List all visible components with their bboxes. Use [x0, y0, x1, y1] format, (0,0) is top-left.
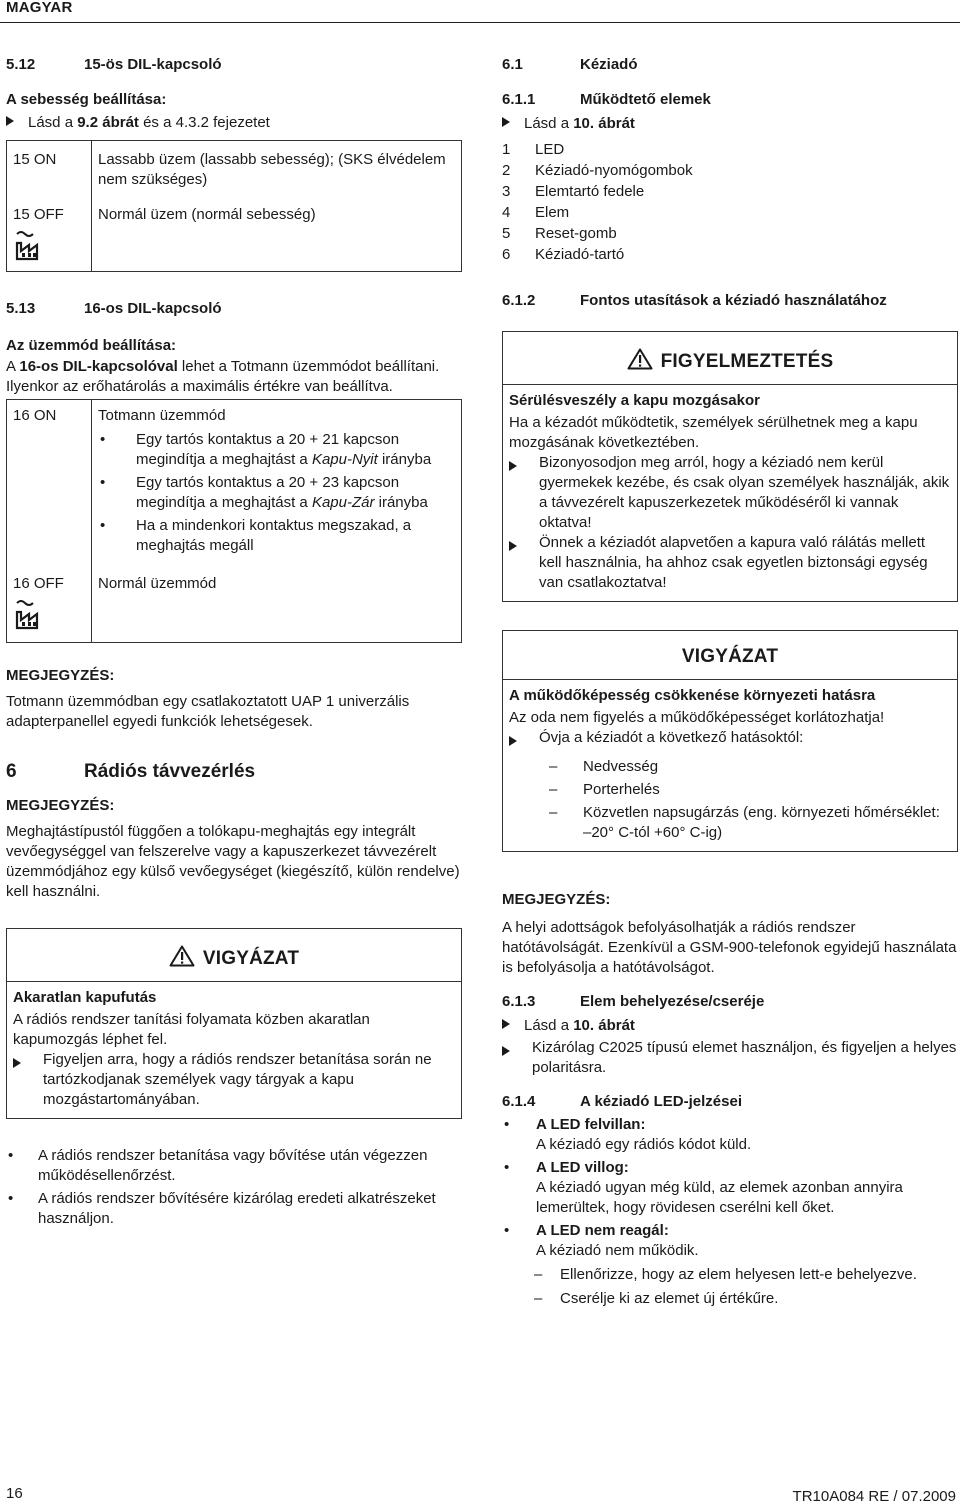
reference-line	[6, 113, 462, 133]
section-number: 5.13	[6, 300, 36, 317]
list-text: A rádiós rendszer bővítésére kizárólag eredeti alkatrészeket használjon.	[38, 1190, 436, 1227]
section-number: 6.1.2	[502, 292, 536, 309]
list-item: • A rádiós rendszer bővítésére kizárólag eredeti alkatrészeket használjon.	[6, 1189, 462, 1229]
warning-text: Ha a kézadót működtetik, személyek sérülhetnek meg a kapu mozgásának következtében.	[509, 414, 918, 451]
list-item	[502, 202, 958, 223]
instruction	[509, 728, 951, 753]
item-text: Elemtartó fedele	[535, 183, 645, 200]
text-bold: 16-os DIL-kapcsolóval	[19, 358, 178, 375]
reference-line	[502, 114, 958, 134]
arrow-icon	[509, 541, 517, 551]
list-item: • Egy tartós kontaktus a 20 + 23 kapcson megindítja a meghajtást a Kapu-Zár irányba	[100, 474, 428, 511]
instruction-text: Kizárólag C2025 típusú elemet használjon, és figyeljen a helyes polaritásra.	[532, 1039, 957, 1076]
factory-setting-icon	[13, 229, 45, 263]
caution-subheading: Akaratlan kapufutás	[13, 989, 157, 1006]
section-5-12-heading	[6, 55, 462, 75]
table-row	[7, 400, 462, 569]
instruction	[509, 453, 951, 533]
item-number: 5	[502, 225, 511, 242]
page-number: 16	[6, 1485, 23, 1502]
warning-title	[503, 332, 957, 385]
list-item: • A LED villog: A kéziadó ugyan még küld, az elemek azonban annyira lemerültek, hogy rövidesen cserélni kell őket.	[504, 1159, 903, 1216]
item-number: 3	[502, 183, 511, 200]
note-text: Meghajtástípustól függően a tolókapu-meghajtás egy integrált vevőegységgel van felszerelve vagy a kapuszerkezet távvezérelt üzemmódjához egy külső vevőegységet (kiegészítő, külön rendelve) kell használni.	[6, 823, 460, 900]
item-text: Kéziadó-tartó	[535, 246, 625, 263]
ref-text: Lásd a	[524, 1017, 574, 1034]
list-item	[502, 223, 958, 244]
list-item: – Ellenőrizze, hogy az elem helyesen lett-e behelyezve.	[534, 1266, 917, 1283]
section-6-heading	[6, 762, 462, 782]
section-6-1-2-heading	[502, 291, 958, 311]
ref-figure: 9.2 ábrát	[77, 114, 139, 131]
item-text: Elem	[535, 204, 570, 221]
list-item: – Porterhelés	[549, 781, 660, 798]
instruction-text: Óvja a kéziadót a következő hatásoktól:	[539, 729, 804, 746]
arrow-icon	[13, 1058, 21, 1068]
caution-subheading: A működőképesség csökkenése környezeti hatásra	[509, 687, 876, 704]
left-column	[6, 55, 462, 1229]
list-item: – Cserélje ki az elemet új értékűre.	[534, 1290, 779, 1307]
list-item	[502, 139, 958, 160]
item-number: 4	[502, 204, 511, 221]
section-number: 6	[6, 761, 17, 782]
warning-triangle-icon	[169, 945, 195, 967]
arrow-icon	[502, 117, 510, 127]
list-item	[502, 181, 958, 202]
caution-title-text: VIGYÁZAT	[202, 948, 300, 969]
right-column	[502, 55, 958, 1309]
list-text: Közvetlen napsugárzás (eng. környezeti hőmérséklet: –20° C-tól +60° C-ig)	[583, 804, 940, 841]
text: Ha a mindenkori kontaktus megszakad, a meghajtás megáll	[136, 517, 412, 554]
warning-subheading: Sérülésveszély a kapu mozgásakor	[509, 392, 760, 409]
dil-description: Lassabb üzem (lassabb sebesség); (SKS élvédelem nem szükséges)	[92, 141, 462, 197]
item-text: Kéziadó-nyomógombok	[535, 162, 693, 179]
led-state-label: A LED felvillan:	[536, 1116, 646, 1133]
item-text: LED	[535, 141, 565, 158]
instruction-text: Önnek a kéziadót alapvetően a kapura való rálátás mellett kell használnia, ha ahhoz csak egyetlen biztonsági egység van csatlakoztatva!	[539, 534, 928, 591]
section-title: 16-os DIL-kapcsoló	[84, 300, 222, 317]
list-text: Cserélje ki az elemet új értékűre.	[560, 1290, 779, 1307]
list-item: • Egy tartós kontaktus a 20 + 21 kapcson megindítja a meghajtást a Kapu-Nyit irányba	[100, 431, 432, 468]
dil-description: Normál üzemmód	[92, 568, 462, 643]
dil-description: Totmann üzemmód	[98, 407, 226, 424]
led-list	[502, 1115, 958, 1309]
list-item: • A LED felvillan: A kéziadó egy rádiós kódot küld.	[504, 1116, 752, 1153]
language-header: MAGYAR	[6, 0, 73, 16]
caution-title: VIGYÁZAT	[503, 631, 957, 680]
instruction	[502, 1038, 958, 1078]
section-title: 15-ös DIL-kapcsoló	[84, 56, 222, 73]
instruction-text: Bizonyosodjon meg arról, hogy a kéziadó nem kerül gyermekek kezébe, és csak olyan személyek használják, akik a távvezérelt kapuszerkezetek működéséről ki vannak oktatva!	[539, 454, 950, 531]
led-state-label: A LED villog:	[536, 1159, 629, 1176]
table-row	[7, 141, 462, 197]
ref-text: Lásd a	[28, 114, 78, 131]
note-label: MEGJEGYZÉS:	[502, 891, 611, 908]
section-number: 6.1.1	[502, 91, 536, 108]
header-rule	[0, 22, 960, 23]
note-label: MEGJEGYZÉS:	[6, 797, 115, 814]
section-title: A kéziadó LED-jelzései	[580, 1093, 742, 1110]
section-6-1-3-heading	[502, 992, 958, 1012]
item-text: Reset-gomb	[535, 225, 617, 242]
note-label: MEGJEGYZÉS:	[6, 667, 115, 684]
dil-key: 16 OFF	[13, 575, 64, 592]
bullet-list	[6, 1146, 462, 1229]
list-text: A rádiós rendszer betanítása vagy bővítése után végezzen működésellenőrzést.	[38, 1147, 428, 1184]
section-title: Elem behelyezése/cseréje	[580, 993, 765, 1010]
parts-list	[502, 139, 958, 265]
list-text: Nedvesség	[583, 758, 659, 775]
warning-triangle-icon	[627, 348, 653, 370]
section-number: 5.12	[6, 56, 36, 73]
paragraph	[6, 357, 462, 397]
text: irányba	[377, 451, 432, 468]
warning-box	[502, 331, 958, 602]
led-state-label: A LED nem reagál:	[536, 1222, 669, 1239]
caution-text: Az oda nem figyelés a működőképességet korlátozhatja!	[509, 709, 885, 726]
caution-text: A rádiós rendszer tanítási folyamata közben akaratlan kapumozgás léphet fel.	[13, 1011, 370, 1048]
dil-key: 15 OFF	[13, 206, 64, 223]
list-item	[502, 160, 958, 181]
list-item: – Nedvesség	[549, 758, 659, 775]
section-6-1-heading	[502, 55, 958, 75]
section-number: 6.1	[502, 56, 523, 73]
ref-text: Lásd a	[524, 115, 574, 132]
factory-setting-icon	[13, 598, 45, 632]
led-state-text: A kéziadó nem működik.	[536, 1242, 699, 1259]
arrow-icon	[502, 1046, 510, 1056]
item-number: 1	[502, 141, 511, 158]
ref-text-post: és a 4.3.2 fejezetet	[138, 114, 270, 131]
section-title: Fontos utasítások a kéziadó használatához	[580, 292, 887, 309]
subheading: A sebesség beállítása:	[6, 91, 167, 108]
arrow-icon	[509, 461, 517, 471]
list-text: Porterhelés	[583, 781, 660, 798]
instruction	[13, 1050, 455, 1110]
text: lehet a Totmann üzemmódot beállítani. Ilyenkor az erőhatárolás a maximális értékre van beállítva.	[6, 358, 440, 395]
ref-figure: 10. ábrát	[573, 115, 635, 132]
text: A	[6, 358, 20, 375]
section-6-1-1-heading	[502, 90, 958, 110]
list-item: • A LED nem reagál: A kéziadó nem működik.	[504, 1222, 699, 1259]
list-text: Ellenőrizze, hogy az elem helyesen lett-e behelyezve.	[560, 1266, 917, 1283]
text-italic: Kapu-Zár	[311, 494, 375, 511]
instruction-text: Figyeljen arra, hogy a rádiós rendszer betanítása során ne tartózkodjanak személyek vagy tárgyak a kapu mozgástartományában.	[43, 1051, 432, 1108]
list-item: • Ha a mindenkori kontaktus megszakad, a meghajtás megáll	[98, 516, 455, 556]
dil-16-table	[6, 399, 462, 643]
list-item: • A rádiós rendszer betanítása vagy bővítése után végezzen működésellenőrzést.	[6, 1146, 462, 1186]
instruction	[509, 533, 951, 593]
led-state-text: A kéziadó ugyan még küld, az elemek azonban annyira lemerültek, hogy rövidesen cserélni kell őket.	[536, 1179, 903, 1216]
section-6-1-4-heading	[502, 1092, 958, 1112]
section-title: Rádiós távvezérlés	[84, 761, 256, 782]
note-text: Totmann üzemmódban egy csatlakoztatott UAP 1 univerzális adapterpanellel egyedi funkciók lehetségesek.	[6, 693, 410, 730]
section-title: Kéziadó	[580, 56, 638, 73]
text: Egy tartós kontaktus a 20 + 21 kapcson megindítja a meghajtást a	[136, 431, 400, 468]
document-code: TR10A084 RE / 07.2009	[792, 1488, 956, 1505]
list-item	[502, 244, 958, 265]
caution-title	[7, 929, 461, 982]
subheading: Az üzemmód beállítása:	[6, 337, 177, 354]
caution-box	[6, 928, 462, 1119]
arrow-icon	[6, 116, 14, 126]
section-number: 6.1.3	[502, 993, 536, 1010]
caution-box	[502, 630, 958, 852]
reference-line	[502, 1016, 958, 1036]
item-number: 6	[502, 246, 511, 263]
ref-figure: 10. ábrát	[573, 1017, 635, 1034]
dil-key: 15 ON	[13, 151, 57, 168]
text: irányba	[374, 494, 428, 511]
table-row	[7, 196, 462, 272]
section-number: 6.1.4	[502, 1093, 536, 1110]
item-number: 2	[502, 162, 511, 179]
dil-15-table	[6, 140, 462, 272]
section-5-13-heading	[6, 299, 462, 319]
list-item: – Közvetlen napsugárzás (eng. környezeti hőmérséklet: –20° C-tól +60° C-ig)	[509, 803, 951, 843]
text: Egy tartós kontaktus a 20 + 23 kapcson megindítja a meghajtást a	[136, 474, 400, 511]
led-state-text: A kéziadó egy rádiós kódot küld.	[536, 1136, 752, 1153]
section-title: Működtető elemek	[580, 91, 711, 108]
dil-description: Normál üzem (normál sebesség)	[92, 196, 462, 272]
note-text: A helyi adottságok befolyásolhatják a rádiós rendszer hatótávolságát. Ezenkívül a GSM-900-telefonok egyidejű használata is befolyásolja a hatótávolságot.	[502, 919, 957, 976]
table-row	[7, 568, 462, 643]
text-italic: Kapu-Nyit	[311, 451, 378, 468]
arrow-icon	[509, 736, 517, 746]
warning-title-text: FIGYELMEZTETÉS	[660, 351, 834, 372]
arrow-icon	[502, 1019, 510, 1029]
dil-key: 16 ON	[13, 407, 57, 424]
